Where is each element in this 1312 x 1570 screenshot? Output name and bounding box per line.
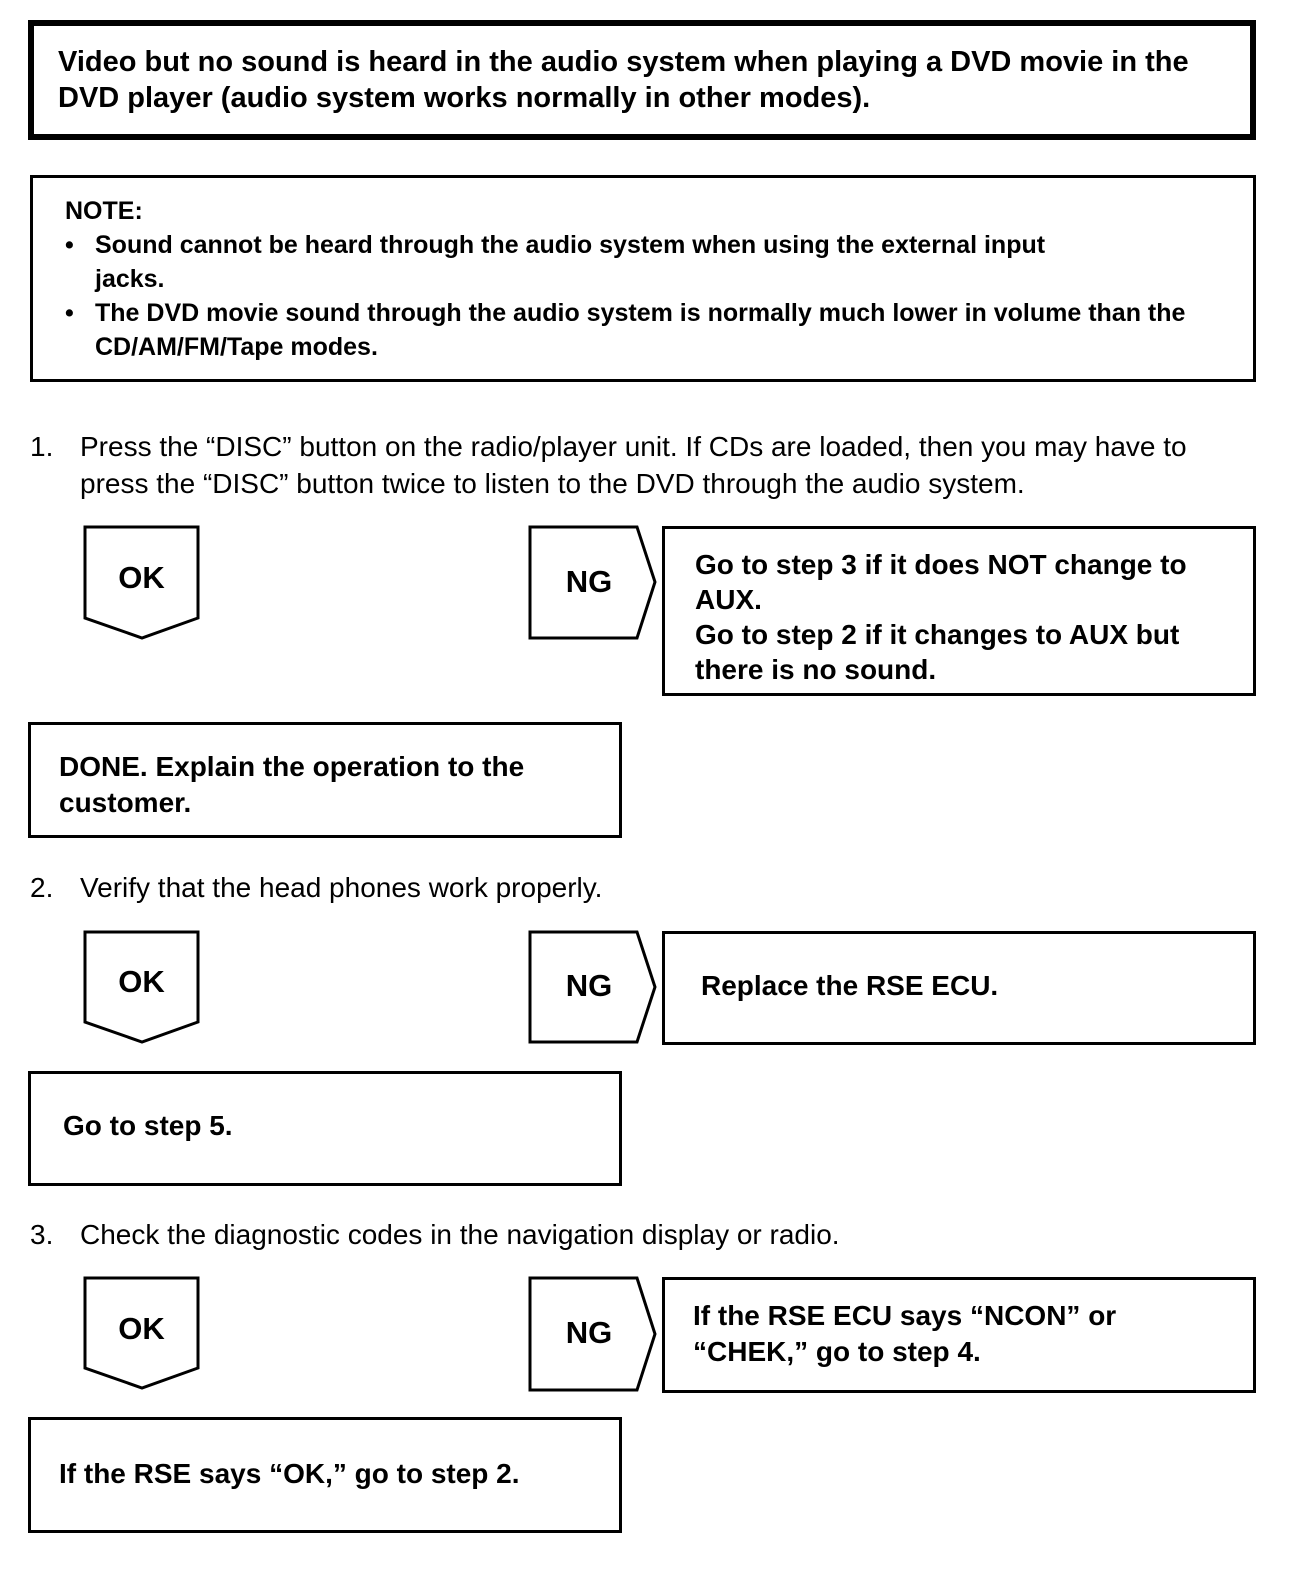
ng-label: NG — [565, 1315, 613, 1350]
ng-result-box — [662, 931, 1256, 1045]
ng-result-line: If the RSE ECU says “NCON” or “CHEK,” go to step 4. — [693, 1300, 1117, 1367]
step-3-instruction — [30, 1216, 1260, 1253]
step-2-instruction — [30, 869, 1260, 906]
step-number: 3. — [30, 1219, 54, 1250]
ok-label: OK — [118, 560, 165, 595]
ng-result-box — [662, 1277, 1256, 1393]
note-item: • Sound cannot be heard through the audio system when using the external input jacks. — [65, 228, 1221, 296]
step-text: Check the diagnostic codes in the navigation display or radio. — [80, 1219, 840, 1250]
step-number: 1. — [30, 431, 54, 462]
ng-label: NG — [565, 564, 613, 599]
step-text: Verify that the head phones work properly. — [80, 872, 603, 903]
ok-result-box: If the RSE says “OK,” go to step 2. — [28, 1417, 622, 1533]
ng-result-line: Go to step 2 if it changes to AUX but there is no sound. — [695, 619, 1180, 685]
note-item: • The DVD movie sound through the audio system is normally much lower in volume than the CD/AM/FM/Tape modes. — [65, 296, 1221, 364]
page-title: Video but no sound is heard in the audio system when playing a DVD movie in the DVD player (audio system works normally in other modes). — [28, 20, 1256, 140]
ng-result-line: Replace the RSE ECU. — [701, 970, 999, 1001]
ok-label: OK — [118, 1311, 165, 1346]
ng-result-line: Go to step 3 if it does NOT change to AUX. — [695, 549, 1187, 615]
ng-result-box — [662, 526, 1256, 696]
note-heading: NOTE: — [65, 197, 143, 225]
step-number: 2. — [30, 872, 54, 903]
step-text: Press the “DISC” button on the radio/player unit. If CDs are loaded, then you may have to press the “DISC” button twice to listen to the DVD through the audio system. — [80, 431, 1187, 499]
ok-result-box: DONE. Explain the operation to the customer. — [28, 722, 622, 838]
ng-label: NG — [565, 968, 613, 1003]
ok-result-box: Go to step 5. — [28, 1071, 622, 1186]
ok-label: OK — [118, 964, 165, 999]
